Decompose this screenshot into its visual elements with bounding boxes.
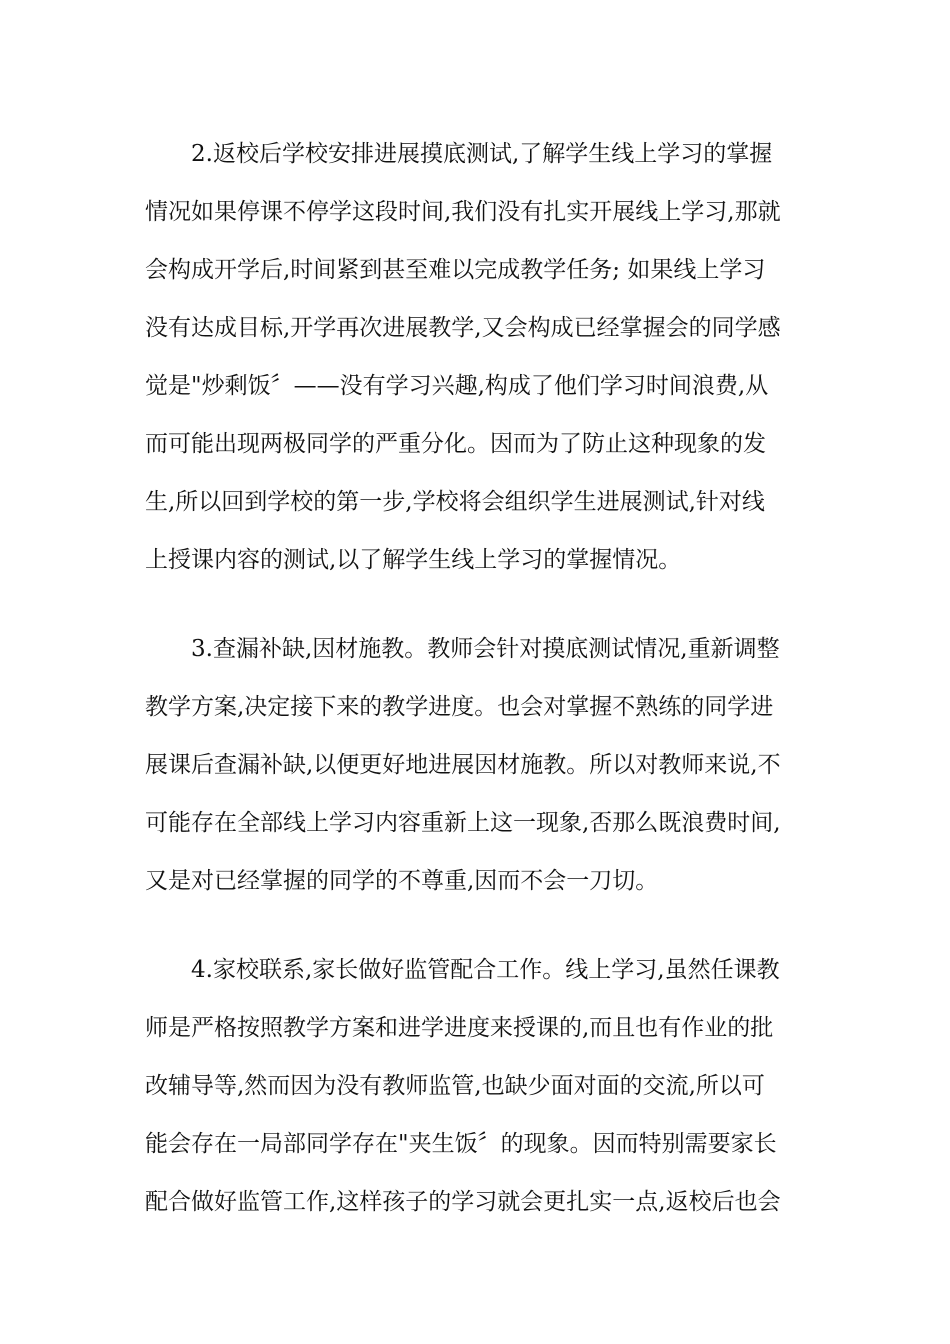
text-line: 会构成开学后,时间紧到甚至难以完成教学任务; 如果线上学习 bbox=[145, 257, 766, 283]
paragraph-2-placement-test bbox=[145, 125, 810, 589]
text-line: 没有达成目标,开学再次进展教学,又会构成已经掌握会的同学感 bbox=[145, 315, 781, 341]
paragraph-3-fill-gaps bbox=[145, 620, 810, 910]
text-line: 觉是"炒剩饭〞——没有学习兴趣,构成了他们学习时间浪费,从 bbox=[145, 373, 769, 399]
text-line: 3.查漏补缺,因材施教。教师会针对摸底测试情况,重新调整 bbox=[191, 636, 780, 662]
text-line: 改辅导等,然而因为没有教师监管,也缺少面对面的交流,所以可 bbox=[145, 1073, 765, 1099]
text-line: 2.返校后学校安排进展摸底测试,了解学生线上学习的掌握 bbox=[191, 141, 773, 167]
text-line: 又是对已经掌握的同学的不尊重,因而不会一刀切。 bbox=[145, 868, 659, 894]
paragraph-4-home-school bbox=[145, 941, 810, 1231]
text-line: 展课后查漏补缺,以便更好地进展因材施教。所以对教师来说,不 bbox=[145, 752, 781, 778]
text-line: 师是严格按照教学方案和进学进度来授课的,而且也有作业的批 bbox=[145, 1015, 774, 1041]
text-line: 可能存在全部线上学习内容重新上这一现象,否那么既浪费时间, bbox=[145, 810, 781, 836]
text-line: 上授课内容的测试,以了解学生线上学习的掌握情况。 bbox=[145, 547, 682, 573]
document-body bbox=[145, 125, 810, 1262]
text-line: 能会存在一局部同学存在"夹生饭〞的现象。因而特别需要家长 bbox=[145, 1131, 777, 1157]
text-line: 教学方案,决定接下来的教学进度。也会对掌握不熟练的同学进 bbox=[145, 694, 774, 720]
text-line: 配合做好监管工作,这样孩子的学习就会更扎实一点,返校后也会 bbox=[145, 1189, 781, 1215]
text-line: 情况如果停课不停学这段时间,我们没有扎实开展线上学习,那就 bbox=[145, 199, 781, 225]
text-line: 而可能出现两极同学的严重分化。因而为了防止这种现象的发 bbox=[145, 431, 766, 457]
text-line: 生,所以回到学校的第一步,学校将会组织学生进展测试,针对线 bbox=[145, 489, 765, 515]
text-line: 4.家校联系,家长做好监管配合工作。线上学习,虽然任课教 bbox=[191, 957, 780, 983]
